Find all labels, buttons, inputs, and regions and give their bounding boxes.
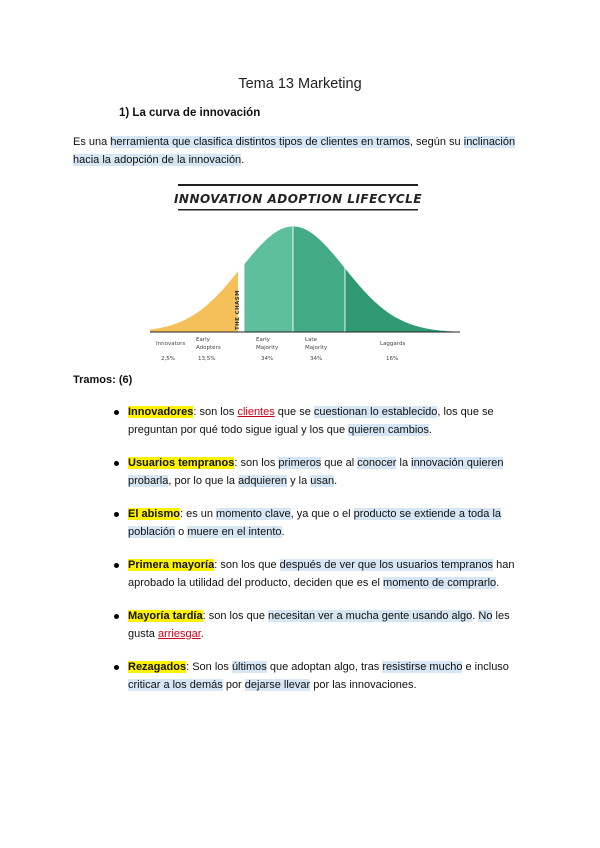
text-run: .: [334, 474, 338, 487]
bullet-dot: [114, 614, 119, 619]
highlighted-text: quieren cambios: [348, 423, 429, 436]
highlighted-text: después de ver que los usuarios tempranos: [279, 559, 494, 571]
text-run: .: [200, 627, 204, 640]
text-run: Es una: [73, 136, 111, 148]
text-run: que al: [321, 457, 358, 469]
pct-early-adopters: 13,5%: [198, 356, 216, 362]
text-run: : son los que: [202, 610, 269, 622]
label-early-adopters-2: Adopters: [196, 345, 221, 351]
text-run: , los que se preguntan por qué todo sigue igual y los que: [128, 406, 494, 436]
chart-title: INNOVATION ADOPTION LIFECYCLE: [173, 192, 423, 206]
highlighted-text: innovación quieren probarla: [128, 457, 504, 487]
bullet-text: [128, 608, 528, 643]
highlighted-text: producto se extiende a toda la población: [128, 508, 502, 538]
text-run: .: [428, 423, 432, 436]
label-early-adopters: Early: [196, 337, 210, 343]
intro-paragraph: [73, 133, 533, 169]
label-early-majority-2: Majority: [256, 345, 279, 351]
highlighted-text: momento clave: [216, 508, 291, 520]
text-run: la: [396, 457, 412, 469]
label-innovators: Innovators: [156, 341, 186, 347]
bullet-el-abismo: [128, 506, 528, 541]
highlighted-text: criticar a los demás: [128, 678, 223, 691]
text-run: les gusta: [128, 610, 510, 640]
bullet-text: [128, 659, 528, 694]
tramos-label: Tramos: (6): [73, 374, 133, 386]
chart-title-rule-bottom: [178, 209, 418, 211]
label-late-majority-2: Majority: [305, 345, 328, 351]
bullet-dot: [114, 665, 119, 670]
page-title: Tema 13 Marketing: [238, 76, 362, 92]
text-run: .: [241, 154, 245, 166]
text-run: por: [222, 678, 245, 691]
text-run: , según su: [409, 136, 464, 148]
misspelled-word: clientes: [237, 406, 275, 418]
text-run: han aprobado la utilidad del producto, deciden que es el: [128, 559, 515, 589]
misspelled-word: arriesgar: [157, 627, 201, 640]
segment-early-majority: [244, 226, 293, 332]
bullet-mayoria-tardia: [128, 608, 528, 643]
section-heading: 1) La curva de innovación: [119, 107, 261, 119]
highlighted-text: necesitan ver a mucha gente usando algo: [268, 610, 473, 622]
bullet-text: [128, 404, 528, 439]
text-run: que adoptan algo, tras: [266, 661, 383, 673]
bullet-text: [128, 557, 528, 592]
highlighted-text: No: [478, 610, 493, 622]
highlighted-text: conocer: [357, 457, 397, 469]
label-late-majority: Late: [305, 337, 317, 343]
term-highlight: Rezagados: [128, 661, 187, 673]
bullet-usuarios-tempranos: [128, 455, 528, 490]
text-run: , ya que o el: [290, 508, 354, 520]
term-highlight: Usuarios tempranos: [128, 457, 235, 469]
segment-late-majority: [293, 226, 345, 332]
text-run: : son los: [193, 406, 238, 418]
highlighted-text: resistirse mucho: [382, 661, 463, 673]
bullet-dot: [114, 461, 119, 466]
highlighted-text: inclinación hacia la adopción de la innovación: [73, 136, 516, 166]
text-run: e incluso: [462, 661, 509, 673]
segment-innovators: [150, 318, 189, 332]
text-run: .: [281, 525, 285, 538]
highlighted-text: usan: [310, 474, 335, 487]
highlighted-text: primeros: [278, 457, 322, 469]
chart-title-rule-top: [178, 184, 418, 186]
term-highlight: Innovadores: [128, 406, 194, 418]
text-run: y la: [287, 474, 311, 487]
bullet-text: [128, 455, 528, 490]
text-run: , por lo que la: [168, 474, 239, 487]
pct-innovators: 2,5%: [161, 356, 175, 362]
bullet-primera-mayoria: [128, 557, 528, 592]
term-highlight: El abismo: [128, 508, 180, 520]
adoption-lifecycle-chart: [148, 182, 463, 367]
bullet-dot: [114, 512, 119, 517]
label-early-majority: Early: [256, 337, 270, 343]
pct-laggards: 16%: [386, 356, 399, 362]
segment-early-adopters: [189, 271, 238, 332]
highlighted-text: momento de comprarlo: [383, 576, 497, 589]
text-run: .: [496, 576, 500, 589]
highlighted-text: cuestionan lo establecido: [313, 406, 438, 418]
highlighted-text: últimos: [231, 661, 267, 673]
highlighted-text: herramienta que clasifica distintos tipos de clientes en tramos: [110, 136, 410, 148]
text-run: que se: [274, 406, 314, 418]
segment-laggards: [345, 268, 460, 332]
chasm-label: THE CHASM: [235, 290, 241, 330]
pct-late-majority: 34%: [310, 356, 323, 362]
bullet-dot: [114, 563, 119, 568]
bullet-rezagados: [128, 659, 528, 694]
text-run: o: [175, 525, 188, 538]
highlighted-text: dejarse llevar: [244, 678, 311, 691]
highlighted-text: muere en el intento: [187, 525, 282, 538]
term-highlight: Primera mayoría: [128, 559, 215, 571]
text-run: por las innovaciones.: [310, 678, 417, 691]
pct-early-majority: 34%: [261, 356, 274, 362]
bullet-innovadores: [128, 404, 528, 439]
bullet-dot: [114, 410, 119, 415]
term-highlight: Mayoría tardía: [128, 610, 203, 622]
text-run: : son los que: [214, 559, 280, 571]
bullet-text: [128, 506, 528, 541]
highlighted-text: adquieren: [238, 474, 288, 487]
text-run: .: [472, 610, 479, 622]
text-run: : Son los: [186, 661, 232, 673]
text-run: : es un: [179, 508, 217, 520]
text-run: : son los: [234, 457, 279, 469]
label-laggards: Laggards: [380, 341, 406, 347]
